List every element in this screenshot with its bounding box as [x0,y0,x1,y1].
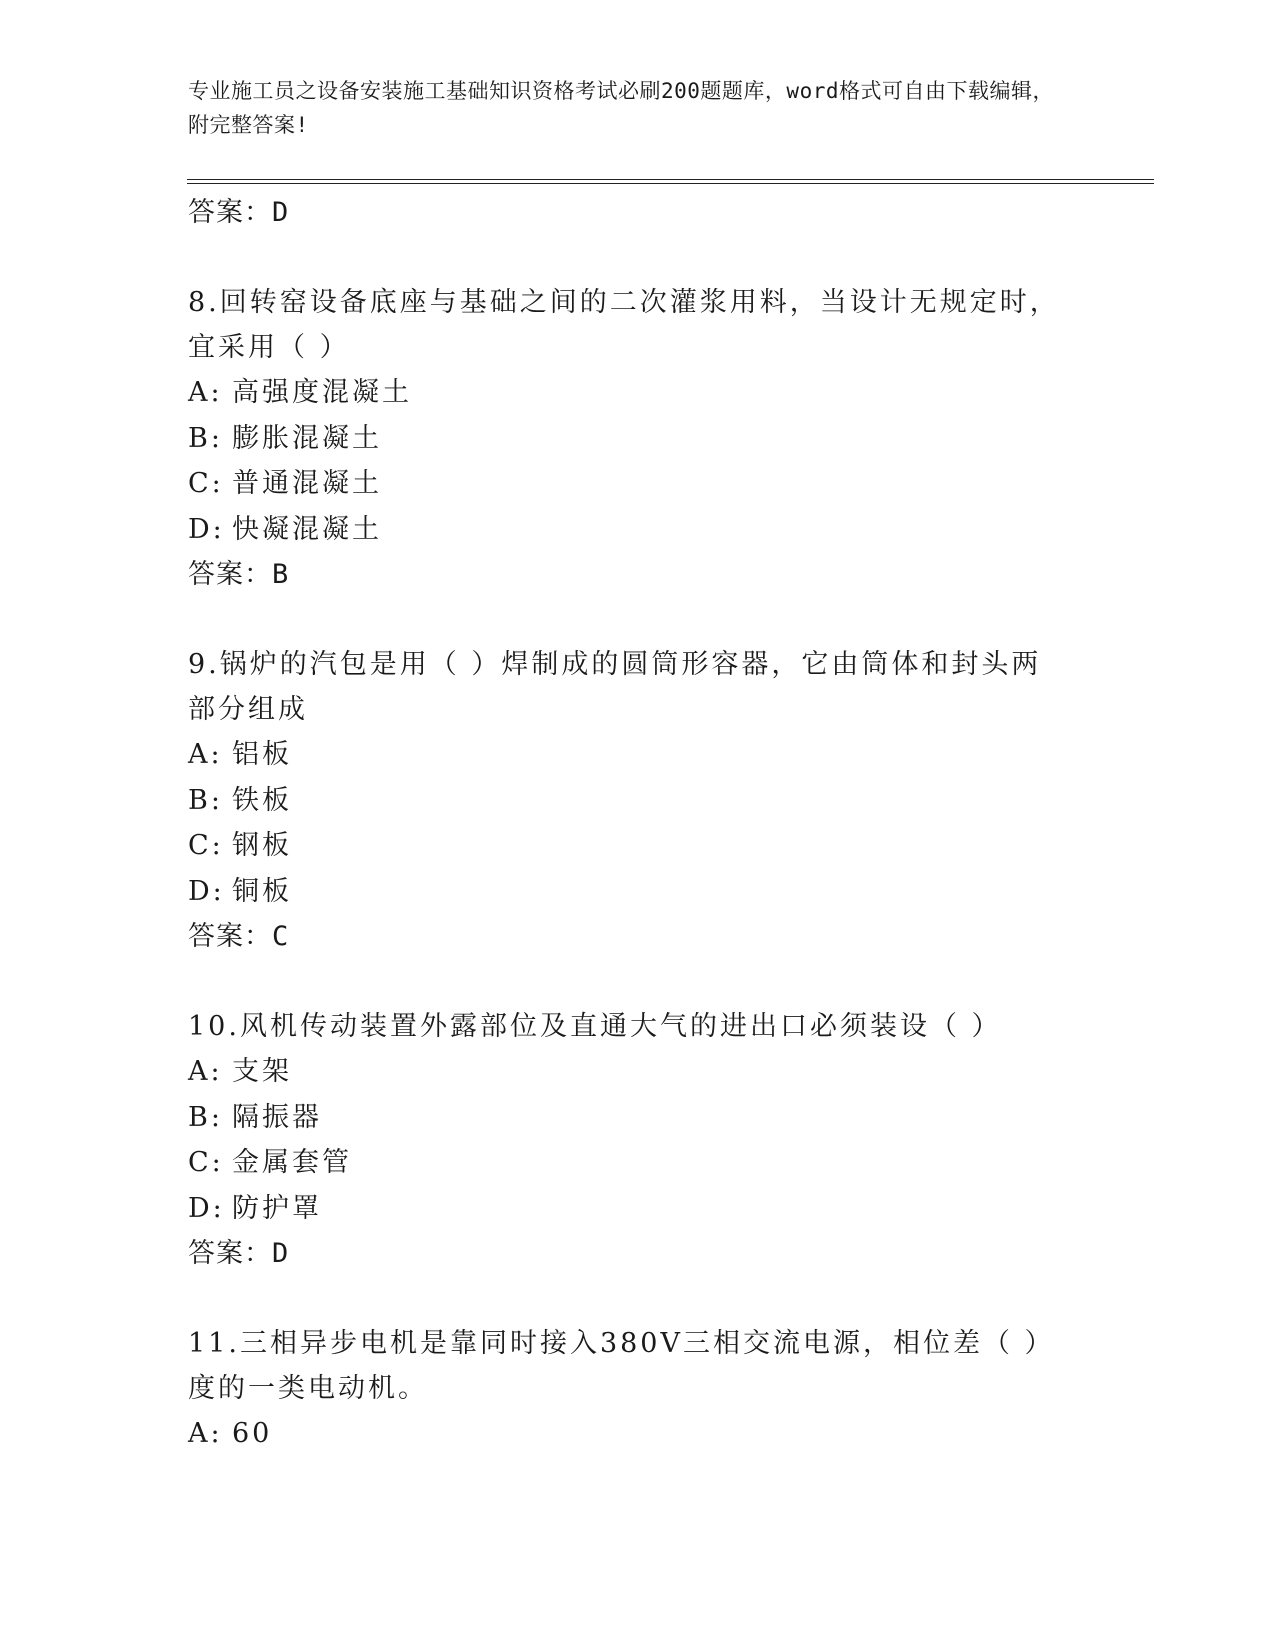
option-d [188,869,1088,915]
option-a [188,370,1088,416]
option-key: D: [188,513,225,545]
question-10 [188,1004,1088,1277]
answer-value: C [272,921,290,952]
option-text: 隔振器 [232,1101,322,1133]
answer-value: B [272,559,290,590]
option-key: D: [188,1192,225,1224]
spacer [188,598,1088,642]
answer-value: D [272,1238,290,1269]
answer-line [188,190,1088,236]
option-key: B: [188,422,223,454]
option-key: B: [188,784,223,816]
option-key: A: [188,377,223,408]
option-text: 支架 [232,1056,292,1087]
option-key: A: [188,739,223,770]
option-text: 膨胀混凝土 [232,422,382,454]
question-8 [188,280,1088,598]
option-key: B: [188,1101,223,1133]
option-c [188,1140,1088,1186]
spacer [188,960,1088,1004]
option-key: C: [188,830,224,861]
answer-line [188,552,1088,598]
option-b [188,416,1088,462]
spacer [188,236,1088,280]
question-text: 10.风机传动装置外露部位及直通大气的进出口必须装设（ ） [188,1011,1002,1042]
option-text: 快凝混凝土 [232,513,382,545]
option-d [188,1186,1088,1232]
option-key: D: [188,875,225,907]
header-divider [187,179,1154,180]
option-text: 铜板 [232,875,292,907]
option-a [188,1411,1088,1457]
option-key: C: [188,468,224,499]
option-c [188,461,1088,507]
option-text: 铁板 [232,784,292,816]
document-header: 专业施工员之设备安装施工基础知识资格考试必刷200题题库，word格式可自由下载编辑，附完整答案! [188,79,1054,137]
answer-label: 答案： [188,559,272,590]
header-divider-second [187,183,1154,184]
question-text: 9.锅炉的汽包是用（ ）焊制成的圆筒形容器，它由筒体和封头两部分组成 [188,649,1042,725]
option-text: 铝板 [232,739,292,770]
answer-line [188,1231,1088,1277]
option-b [188,778,1088,824]
option-a [188,732,1088,778]
option-d [188,507,1088,553]
option-text: 普通混凝土 [232,468,382,499]
answer-line [188,914,1088,960]
option-text: 金属套管 [232,1147,352,1178]
option-a [188,1049,1088,1095]
question-11 [188,1321,1088,1457]
answer-label: 答案： [188,921,272,952]
option-text: 60 [232,1418,273,1449]
answer-label: 答案： [188,197,272,228]
answer-value: D [272,197,290,228]
option-key: C: [188,1147,224,1178]
option-text: 防护罩 [232,1192,322,1224]
option-b [188,1095,1088,1141]
question-text: 11.三相异步电机是靠同时接入380V三相交流电源，相位差（ ）度的一类电动机。 [188,1328,1055,1404]
question-9 [188,642,1088,960]
option-key: A: [188,1418,223,1449]
spacer [188,1277,1088,1321]
option-text: 钢板 [232,830,292,861]
option-text: 高强度混凝土 [232,377,412,408]
answer-label: 答案： [188,1238,272,1269]
question-text: 8.回转窑设备底座与基础之间的二次灌浆用料，当设计无规定时，宜采用（ ） [188,287,1060,363]
question-list [188,190,1088,1457]
option-key: A: [188,1056,223,1087]
option-c [188,823,1088,869]
